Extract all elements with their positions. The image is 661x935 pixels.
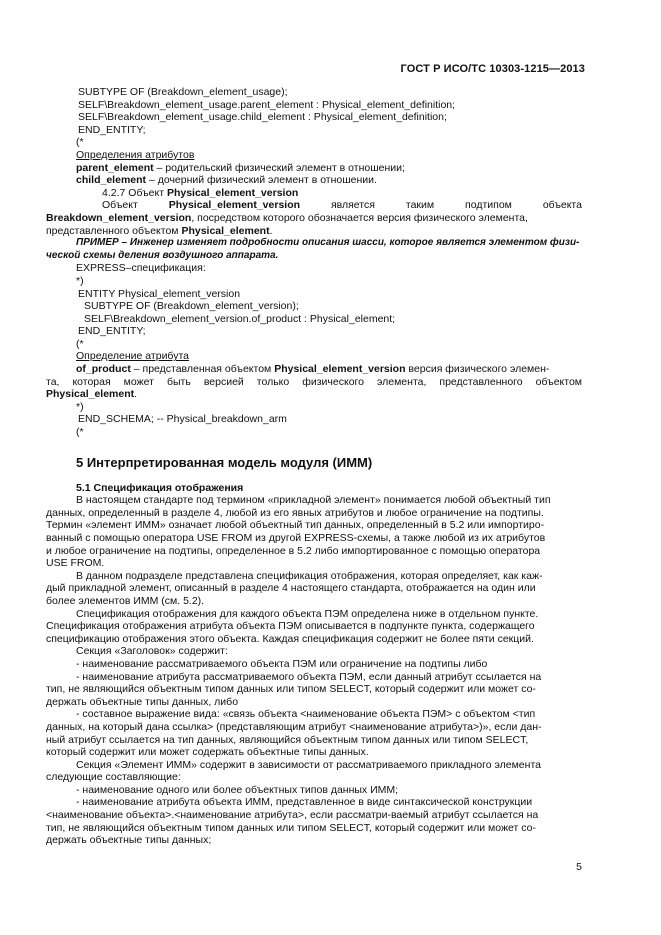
code-line: (*: [76, 337, 84, 350]
attribute-heading: Определение атрибута: [76, 350, 189, 363]
paragraph-2: [46, 569, 582, 608]
list-item-5: [46, 796, 582, 847]
text-line: Спецификация отображения для каждого объекта ПЭМ определена ниже в отдельном пункте.: [76, 607, 539, 620]
list-item-3: [46, 708, 582, 759]
code-line: (*: [76, 136, 84, 149]
code-line: END_ENTITY;: [78, 123, 146, 136]
object-4-2-7: [46, 186, 582, 351]
text-line: - наименование атрибута объекта ИММ, представленное в виде синтаксической конструкции: [76, 796, 533, 809]
attribute-definitions-1: [74, 149, 582, 187]
express-label: EXPRESS–спецификация:: [76, 262, 206, 275]
text-line: ванный с помощью оператора USE FROM из другой EXPRESS-схемы, а также любой из их атрибутов: [46, 532, 546, 544]
code-line: SELF\Breakdown_element_usage.parent_element : Physical_element_definition;: [78, 98, 456, 111]
paragraph-3: [46, 607, 582, 646]
attribute-description-line-2: та, которая может быть версией только физического элемента, представленного объектом: [46, 375, 582, 388]
text-line: USE FROM.: [46, 557, 105, 570]
text-line: тип, не являющийся объектным типом данных или типом SELECT, который содержит или может со-: [46, 821, 536, 834]
text-line: данных, на который дана ссылка> (представляющим атрибут <наименование атрибута>)», если дан-: [46, 720, 542, 733]
text-line: данных, определенный в разделе 4, любой из его явных атрибутов и любое ограничение на подтипы.: [46, 506, 544, 519]
code-line: SELF\Breakdown_element_version.of_product : Physical_element;: [84, 312, 396, 325]
code-line: (*: [76, 426, 84, 439]
code-line: *): [76, 400, 84, 413]
list-item-1: - наименование рассматриваемого объекта ПЭМ или ограничение на подтипы либо: [76, 657, 488, 670]
text-line: В данном подразделе представлена спецификация отображения, которая определяет, как каж-: [76, 569, 543, 582]
text-line: который содержит или может содержать объектные типы данных.: [46, 746, 369, 759]
list-item-2: [46, 670, 582, 709]
example-note-line-2: ческой схемы деления воздушного аппарата.: [46, 249, 279, 261]
object-heading: 4.2.7 Объект Physical_element_version: [102, 186, 299, 199]
code-line: SUBTYPE OF (Breakdown_element_version);: [84, 300, 299, 313]
attribute-child-element: [74, 174, 582, 187]
attribute-of-product: of_product – представленная объектом Physical_element_version версия физического элемен-: [76, 363, 550, 376]
schema-end-block: [74, 401, 582, 439]
text-line: <наименование объекта>.<наименование атрибута>, если рассматри-ваемый атрибут ссылается на: [46, 809, 539, 822]
attribute-description: – дочерний физический элемент в отношении.: [146, 174, 377, 187]
attributes-heading: Определения атрибутов: [76, 148, 195, 161]
attribute-term: child_element: [76, 174, 147, 187]
section-5-1-body: [46, 494, 582, 847]
text-line: ный атрибут ссылается на тип данных, являющийся объектным типом данных или типом SELECT,: [46, 733, 529, 746]
attribute-description: – родительский физический элемент в отношении;: [153, 161, 405, 174]
document-header: ГОСТ Р ИСО/ТС 10303-1215—2013: [400, 63, 585, 75]
text-line: - наименование атрибута рассматриваемого объекта ПЭМ, если данный атрибут ссылается на: [76, 670, 542, 683]
page-content: [46, 86, 582, 847]
attribute-definitions-2: [46, 350, 582, 401]
text-line: Термин «элемент ИММ» означает любой объектный тип данных, определенный в 5.2 или импортиро-: [46, 519, 545, 532]
page-number: 5: [576, 861, 582, 873]
object-description-line-2: Breakdown_element_version, посредством которого обозначается версия физического элемента,: [46, 211, 528, 224]
paragraph-1: [46, 494, 582, 570]
text-line: следующие составляющие:: [46, 771, 181, 784]
attribute-parent-element: [74, 162, 582, 175]
list-item-4: - наименование одного или более объектных типов данных ИММ;: [76, 783, 399, 796]
text-line: Секция «Элемент ИММ» содержит в зависимости от рассматриваемого прикладного элемента: [76, 758, 541, 771]
code-line: *): [76, 274, 84, 287]
object-description-line-1: Объект Physical_element_version является таким подтипом объекта: [102, 199, 582, 212]
code-line: SELF\Breakdown_element_usage.child_element : Physical_element_definition;: [78, 111, 447, 124]
attribute-description-line-3: Physical_element.: [46, 388, 138, 401]
code-line: END_ENTITY;: [78, 325, 146, 338]
text-line: держать объектные типы данных, либо: [46, 695, 239, 708]
paragraph-8: [46, 758, 582, 784]
section-5-title: 5 Интерпретированная модель модуля (ИММ): [76, 454, 373, 470]
text-line: более элементов ИММ (см. 5.2).: [46, 594, 205, 607]
text-line: В настоящем стандарте под термином «прикладной элемент» понимается любой объектный тип: [76, 494, 551, 507]
text-line: тип, не являющийся объектным типом данных или типом SELECT, который содержит или может со-: [46, 683, 536, 696]
text-line: спецификацию отображения этого объекта. Каждая спецификация содержит не более пяти секций.: [46, 632, 534, 645]
subsection-5-1-title: 5.1 Спецификация отображения: [76, 481, 244, 494]
code-line: END_SCHEMA; -- Physical_breakdown_arm: [78, 413, 287, 426]
text-line: и любое ограничение на подтипы, определенное в 5.2 либо импортированное с помощью оператора: [46, 544, 541, 557]
example-note-line-1: ПРИМЕР – Инженер изменяет подробности описания шасси, которое является элементом физи-: [76, 237, 580, 249]
text-line: - составное выражение вида: «связь объекта <наименование объекта ПЭМ> с объектом <тип: [76, 708, 536, 721]
text-line: держать объектные типы данных;: [46, 834, 212, 847]
code-line: SUBTYPE OF (Breakdown_element_usage);: [78, 86, 288, 98]
object-description-line-3: представленного объектом Physical_element.: [46, 224, 273, 237]
text-line: Спецификация отображения атрибута объекта ПЭМ описывается в подпункте пункта, содержащего: [46, 620, 535, 633]
text-line: дый прикладной элемент, описанный в разделе 4 настоящего стандарта, отображается на один или: [46, 582, 536, 595]
code-line: ENTITY Physical_element_version: [78, 287, 241, 300]
express-code-block-1: [74, 86, 582, 149]
attribute-term: parent_element: [76, 161, 154, 174]
paragraph-4: Секция «Заголовок» содержит:: [76, 645, 228, 658]
